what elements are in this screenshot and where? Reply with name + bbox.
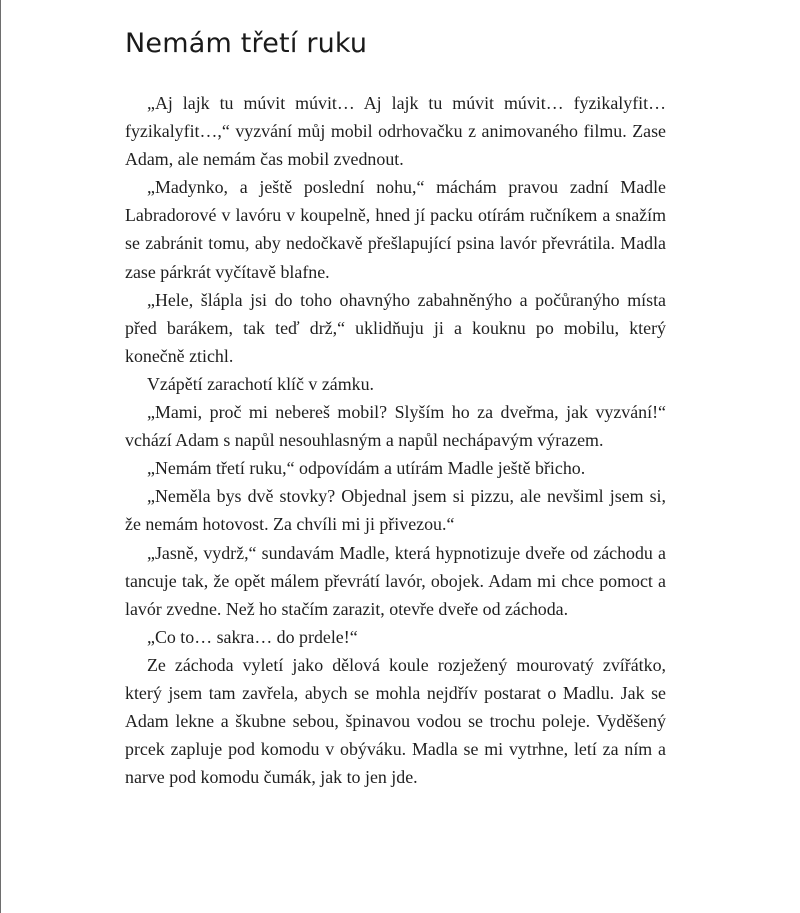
- book-page: [125, 26, 666, 791]
- page-edge: [0, 0, 1, 913]
- paragraph: „Jasně, vydrž,“ sundavám Madle, která hypnotizuje dveře od záchodu a tancuje tak, že opět málem převrátí lavór, obojek. Adam mi chce pomoct a lavór zvedne. Než ho stačím zarazit, otevře dveře od záchoda.: [125, 542, 666, 619]
- paragraph: „Madynko, a ještě poslední nohu,“ máchám pravou zadní Madle Labradorové v lavóru v koupelně, hned jí packu otírám ručníkem a snažím se zabránit tomu, aby nedočkavě přešlapující psina lavór převrátila. Madla zase párkrát vyčítavě blafne.: [125, 177, 666, 282]
- chapter-title: Nemám třetí ruku: [125, 28, 368, 59]
- paragraph: „Nemám třetí ruku,“ odpovídám a utírám Madle ještě břicho.: [147, 458, 586, 479]
- chapter-body: [125, 89, 666, 791]
- paragraph: „Neměla bys dvě stovky? Objednal jsem si pizzu, ale nevšiml jsem si, že nemám hotovost. Za chvíli mi ji přivezou.“: [125, 486, 666, 535]
- paragraph: „Hele, šlápla jsi do toho ohavnýho zabahněnýho a počůranýho místa před barákem, tak teď drž,“ uklidňuju ji a kouknu po mobilu, který konečně ztichl.: [125, 289, 666, 366]
- paragraph: „Co to… sakra… do prdele!“: [147, 626, 358, 647]
- paragraph: „Mami, proč mi nebereš mobil? Slyším ho za dveřma, jak vyzvání!“ vchází Adam s napůl nesouhlasným a napůl nechápavým výrazem.: [125, 402, 666, 451]
- paragraph: Vzápětí zarachotí klíč v zámku.: [147, 373, 375, 394]
- paragraph: „Aj lajk tu múvit múvit… Aj lajk tu múvit múvit… fyzikalyfit… fyzikalyfit…,“ vyzvání můj mobil odrhovačku z animovaného filmu. Zase Adam, ale nemám čas mobil zvednout.: [125, 93, 666, 170]
- paragraph: Ze záchoda vyletí jako dělová koule rozježený mourovatý zvířátko, který jsem tam zavřela, abych se mohla nejdřív postarat o Madlu. Jak se Adam lekne a škubne sebou, špinavou vodou se trochu poleje. Vyděšený prcek zapluje pod komodu v obýváku. Madla se mi vytrhne, letí za ním a narve pod komodu čumák, jak to jen jde.: [125, 654, 666, 788]
